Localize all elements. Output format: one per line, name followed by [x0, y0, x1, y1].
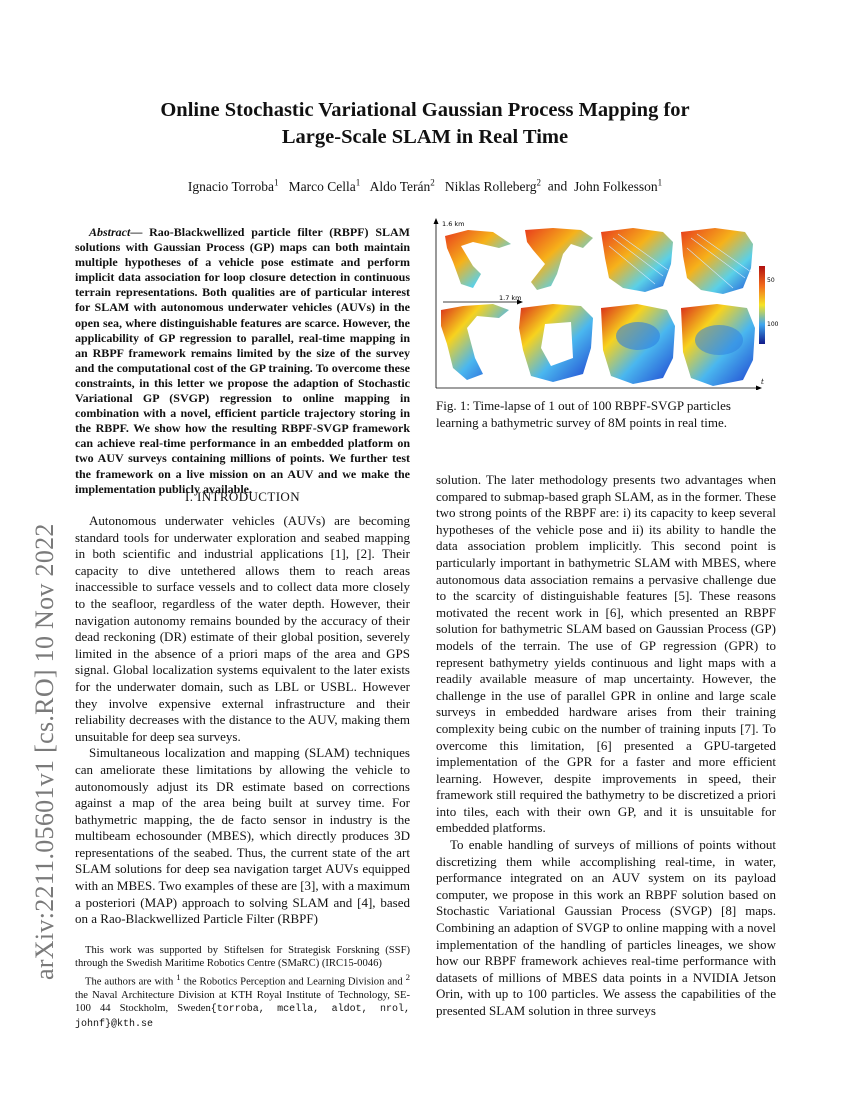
author-5: John Folkesson$^1$ [574, 177, 663, 194]
intro-right-column [436, 472, 776, 1020]
map-top-1 [445, 230, 511, 288]
figure-1-timelapse [433, 218, 778, 390]
time-axis-label: t [761, 378, 764, 386]
scale-label-bottom: 1.7 km [499, 294, 522, 302]
author-2: Marco Cella$^1$ [288, 177, 361, 194]
intro-paragraph-1: Autonomous underwater vehicles (AUVs) are becoming standard tools for underwater exploration and seabed mapping in both scientific and industrial applications [1], [2]. Their capacity to dive untethered allows them to reach areas inaccessible to surface vessels and to collect data more closely to the seafloor, regardless of the water depth. However, their navigation autonomy remains bounded by the accuracy of their dead reckoning (DR) estimate of their global position, severely limited in the absence of a priori maps of the area and GPS signal. Global localization systems equivalent to the later exists for the underwater domain, such as LBL or USBL. However they involve expensive external infrastructure and their reliability decreases with the distance to the AUV, making them unsuitable for deep sea surveys. [75, 513, 410, 744]
intro-right-paragraph-2: To enable handling of surveys of millions of points without discretizing them while accomplishing real-time, in water, performance integrated on an AUV system on its payload computer, we propose in this work an RBPF solution based on Stochastic Variational Gaussian Process (SVGP) [8] maps. Combining an adaption of SVGP to online mapping with a novel implementation of the handling of particles lineages, we show how our RBPF framework achieves real-time performance with datasets of millions of MBES data points in a NVIDIA Jetson Orin, with up to 100 particles. We assess the capabilities of the presented SLAM solution in three surveys [436, 837, 776, 1018]
map-top-3 [601, 228, 673, 292]
colorbar-tick-100: 100 [767, 321, 778, 328]
title-line-1: Online Stochastic Variational Gaussian Process Mapping for [160, 99, 690, 121]
abstract-label: Abstract [89, 225, 131, 239]
footnote-emails: {torroba, mcella, aldot, nrol, johnf}@kth.se [75, 1004, 410, 1030]
map-bottom-1 [441, 304, 509, 380]
author-and: and [547, 178, 568, 194]
map-bottom-2 [519, 304, 593, 382]
colorbar-tick-50: 50 [767, 277, 775, 284]
intro-left-column [75, 513, 410, 928]
intro-right-paragraph-1: solution. The later methodology presents two advantages when compared to submap-based graph SLAM, as in the former. These two strong points of the RBPF are: i) its capacity to keep several hypotheses of the vehicle pose and ii) its ability to handle the data association problem implicitly. This second point is particularly important in bathymetric SLAM with MBES, where autonomous data association remains a pervasive challenge due to the scarcity of distinguishable features [5]. These reasons motivated the recent work in [6], which presented an RBPF solution for bathymetric SLAM based on Gaussian Process (GP) models of the terrain. The use of GP regression (GPR) to represent bathymetry yields continuous and light maps with a readily available measure of map uncertainty. However, the challenge in the use of parallel GPR in online and large scale surveys in embedded hardware arises from their training complexity being cubic on the number of training inputs [7]. To overcome this limitation, [6] presented a GPU-targeted implementation of the GPR for a faster and more efficient learning. However, despite improvements in speed, their framework still required the bathymetry to be discretized a priori into tiles, each with their own GP, and it is unsuitable for embedded platforms. [436, 472, 776, 836]
map-bottom-4 [681, 304, 755, 386]
scale-label-top: 1.6 km [442, 220, 465, 228]
author-list [0, 177, 850, 195]
footnote-affiliations: The authors are with $^1$ the Robotics Perception and Learning Division and $^2$ the Naval Architecture Division at KTH Royal Institute of Technology, SE-100 44 Stockholm, Sweden{torroba, mcella, aldot, nrol, johnf}@kth.se [75, 971, 411, 1030]
title-line-2: Large-Scale SLAM in Real Time [281, 126, 569, 148]
author-1: Ignacio Torroba$^1$ [187, 177, 279, 194]
arxiv-stamp: arXiv:2211.05601v1 [cs.RO] 10 Nov 2022 [30, 523, 59, 980]
abstract [75, 225, 410, 497]
section-heading-introduction: I. INTRODUCTION [184, 489, 301, 504]
author-3: Aldo Terán$^2$ [369, 177, 435, 194]
footnotes [75, 944, 410, 1031]
author-4: Niklas Rolleberg$^2$ [444, 177, 542, 194]
intro-paragraph-2: Simultaneous localization and mapping (SLAM) techniques can ameliorate these limitations by allowing the vehicle to autonomously adjust its DR estimate based on corrections against a map of the area being built at survey time. For bathymetric mapping, the de facto sensor in industry is the multibeam echosounder (MBES), which directly produces 3D representations of the seabed. Thus, the current state of the art SLAM solutions for deep sea navigation target AUVs equipped with an MBES. Two examples of these are [3], with a maximum a posteriori (MAP) approach to solving SLAM and [4], based on a Rao-Blackwellized Particle Filter (RBPF) [75, 745, 410, 927]
abstract-text: — Rao-Blackwellized particle filter (RBPF) SLAM solutions with Gaussian Process (GP) maps can both maintain multiple hypotheses of a vehicle pose estimate and perform implicit data association for loop closure detection in continuous terrain representations. Both qualities are of particular interest for SLAM with autonomous underwater vehicles (AUVs) in the open sea, where distinguishable features are scarce. However, the applicability of GP regression to parallel, real-time mapping in an RBPF framework remains limited by the size of the survey and the computational cost of the GP training. To overcome these constraints, in this letter we propose the adaption of Stochastic Variational GP (SVGP) regression to online mapping in combination with a novel, efficient particle trajectory storing in the RBPF. We show how the resulting RBPF-SVGP framework can achieve real-time performance in an embedded platform on two AUV surveys containing millions of points. We further test the framework on a live mission on an AUV and we make the implementation publicly available. [75, 225, 410, 496]
colorbar [759, 266, 765, 344]
map-top-4 [681, 228, 753, 294]
paper-title [0, 97, 850, 151]
map-bottom-3 [601, 304, 675, 384]
map-top-2 [525, 228, 593, 290]
footnote-funding: This work was supported by Stiftelsen for Strategisk Forskning (SSF) through the Swedish Maritime Robotics Centre (SMaRC) (IRC15-0046) [75, 945, 410, 970]
figure-1-caption: Fig. 1: Time-lapse of 1 out of 100 RBPF-SVGP particles learning a bathymetric survey of 8M points in real time. [436, 398, 731, 430]
